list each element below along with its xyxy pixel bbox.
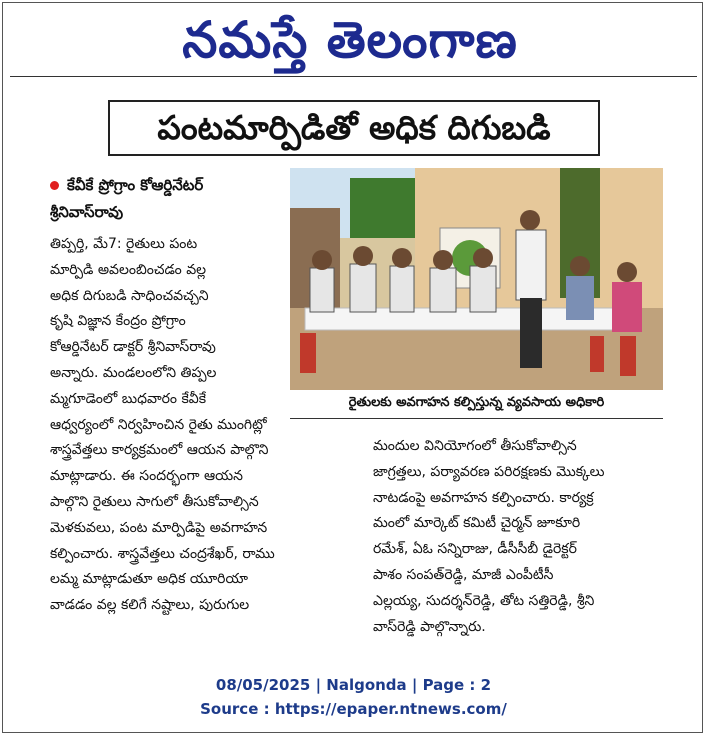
article-text-line: రమేశ్, ఏఓ సన్నిరాజు, డీసీసీబీ డైరెక్టర్ xyxy=(373,541,577,558)
article-column-1 xyxy=(50,232,288,619)
article-text-line: పాల్గొని రైతులు సాగులో తీసుకోవాల్సిన xyxy=(50,493,259,510)
article-text-line: జాగ్రత్తలు, పర్యావరణ పరిరక్షణకు మొక్కలు xyxy=(373,463,605,480)
article-text-line: వాడడం వల్ల కలిగే నష్టాలు, పురుగుల xyxy=(50,597,250,614)
article-column-2 xyxy=(373,434,658,640)
newspaper-masthead: నమస్తే తెలంగాణ xyxy=(182,11,518,69)
article-text-line: మందుల వినియోగంలో తీసుకోవాల్సిన xyxy=(373,438,577,454)
article-text-line: లమ్మ మాట్లాడుతూ అధిక యూరియా xyxy=(50,571,248,588)
subhead-line-2: శ్రీనివాస్‌రావు xyxy=(50,203,124,221)
photo-caption: రైతులకు అవగాహన కల్పిస్తున్న వ్యవసాయ అధికారి xyxy=(348,395,605,410)
article-text-line: ఆధ్వర్యంలో నిర్వహించిన రైతు ముంగిట్లో xyxy=(50,416,267,433)
article-text-line: మంలో మార్కెట్ కమిటీ చైర్మన్ జూకూరి xyxy=(373,515,581,532)
article-text-line: మాట్లాడారు. ఈ సందర్భంగా ఆయన xyxy=(50,468,243,485)
article-text-line: కృషి విజ్ఞాన కేంద్రం ప్రోగ్రాం xyxy=(50,313,186,330)
article-text-line: అన్నారు. మండలంలోని తిప్పల xyxy=(50,364,217,381)
article-text-line: ఎల్లయ్య, సుదర్శన్‌రెడ్డి, తోట సత్తిరెడ్డి, శ్రీని xyxy=(373,592,595,609)
article-text-line: అధిక దిగుబడి సాధించవచ్చని xyxy=(50,287,209,304)
subhead-line-1: కేవీకే ప్రోగ్రాం కోఆర్డినేటర్ xyxy=(67,176,204,194)
article-text-line: కల్పించారు. శాస్త్రవేత్తలు చంద్రశేఖర్, రాము xyxy=(50,545,275,562)
article-headline: పంటమార్పిడితో అధిక దిగుబడి xyxy=(108,100,600,156)
footer-date-edition: 08/05/2025 | Nalgonda | Page : 2 xyxy=(215,676,492,694)
news-photo xyxy=(290,168,663,390)
caption-divider xyxy=(290,418,663,419)
article-text-line: పాశం సంపత్‌రెడ్డి, మాజీ ఎంపీటీసీ xyxy=(373,566,554,583)
red-bullet-icon xyxy=(50,181,59,190)
article-subhead xyxy=(50,172,290,226)
article-text-line: వాస్‌రెడ్డి పాల్గొన్నారు. xyxy=(373,618,486,635)
article-text-line: మార్పిడి అవలంబించడం వల్ల xyxy=(50,261,207,278)
footer-source: Source : https://epaper.ntnews.com/ xyxy=(200,700,507,718)
article-text-line: కోఆర్డినేటర్ డాక్టర్ శ్రీనివాస్‌రావు xyxy=(50,339,216,356)
article-text-line: నాటడంపై అవగాహన కల్పించారు. కార్యక్ర xyxy=(373,489,594,506)
article-text-line: మ్మగూడెంలో బుధవారం కేవీకే xyxy=(50,390,207,407)
article-text-line: శాస్త్రవేత్తలు కార్యక్రమంలో ఆయన పాల్గొని xyxy=(50,442,269,459)
farmers-meeting-photo xyxy=(290,168,663,390)
masthead-divider xyxy=(10,76,697,77)
article-text-line: తిప్పర్తి, మే7: రైతులు పంట xyxy=(50,236,198,252)
article-text-line: మెళకువలు, పంట మార్పిడిపై అవగాహన xyxy=(50,519,268,536)
